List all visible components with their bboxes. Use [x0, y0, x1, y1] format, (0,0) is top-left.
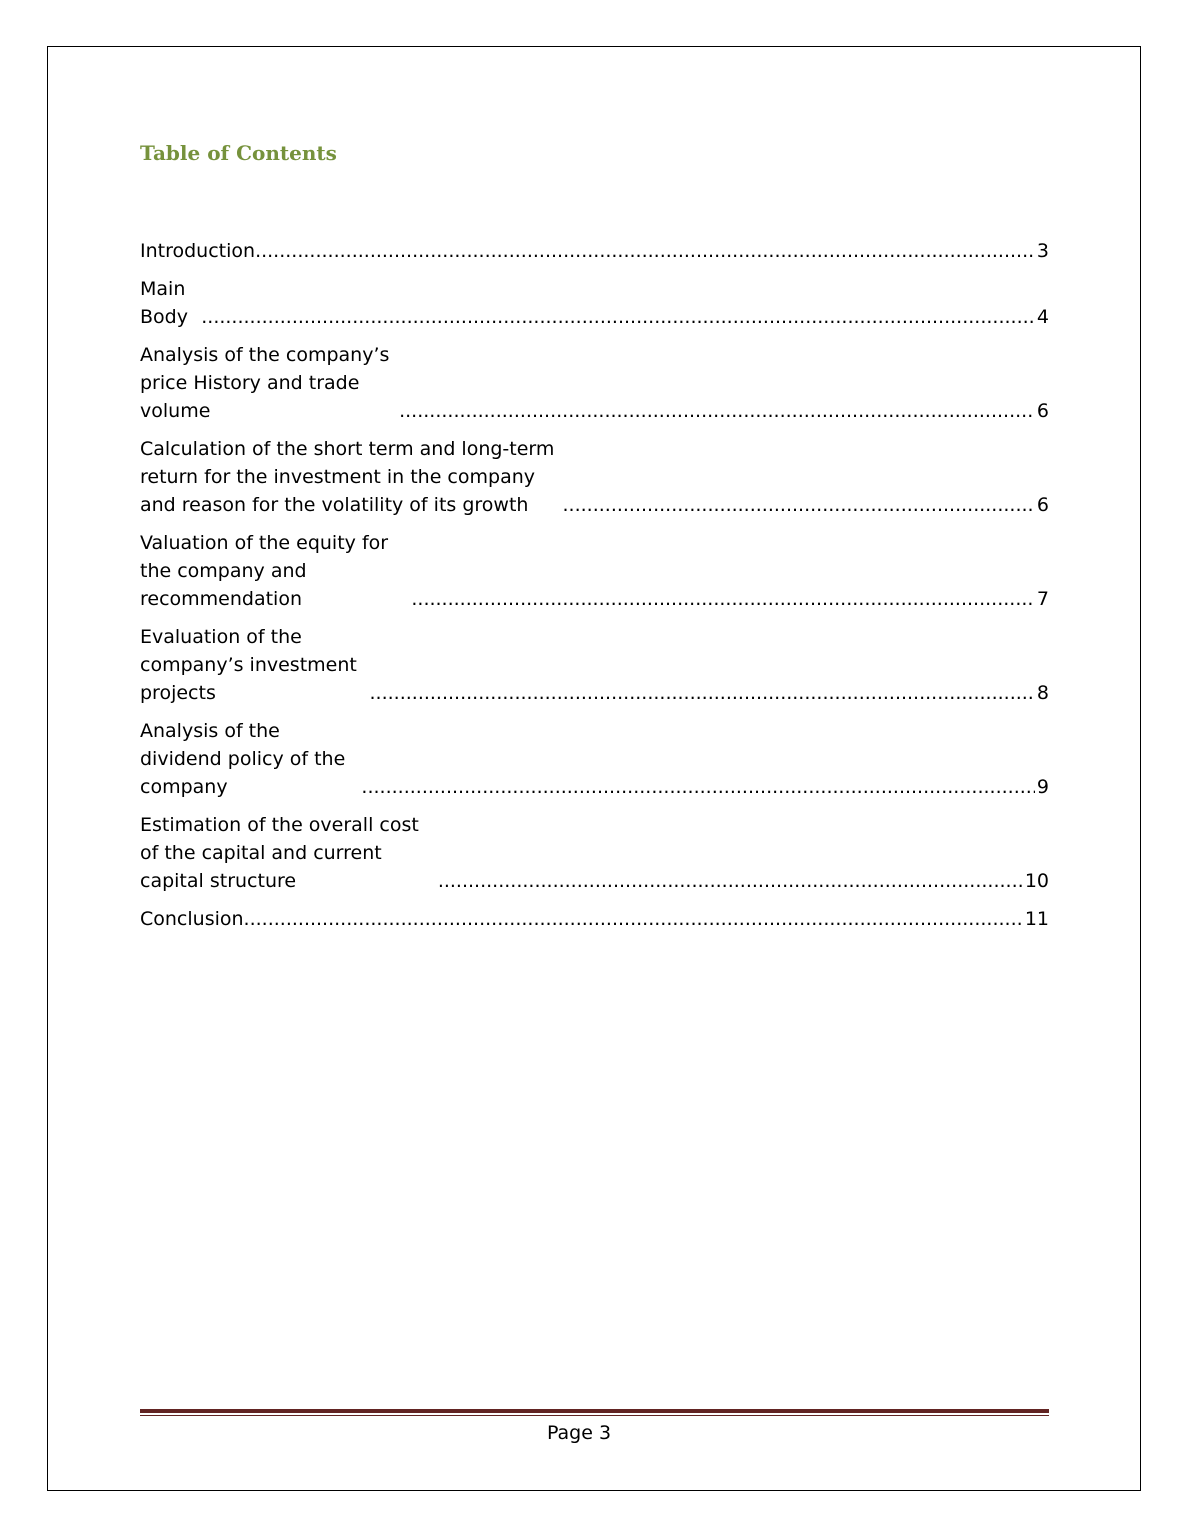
toc-list — [140, 237, 1049, 943]
toc-entry-page: 3 — [1036, 240, 1049, 262]
toc-entry-page: 7 — [1036, 588, 1049, 610]
toc-dot-leader — [411, 585, 1035, 613]
toc-entry-page: 6 — [1036, 400, 1049, 422]
toc-entry-page: 11 — [1024, 908, 1049, 930]
toc-entry-title: Analysis of the dividend policy of the company — [140, 720, 346, 798]
toc-dot-leader — [370, 679, 1035, 707]
toc-entry[interactable] — [140, 341, 1049, 425]
toc-entry-page: 9 — [1036, 776, 1049, 798]
toc-entry-title: Valuation of the equity for the company and recommendation — [140, 532, 389, 610]
toc-entry[interactable] — [140, 623, 1049, 707]
toc-dot-leader — [244, 905, 1023, 933]
toc-entry-page: 4 — [1036, 306, 1049, 328]
toc-dot-leader — [399, 397, 1035, 425]
toc-entry-title: Conclusion — [140, 908, 244, 930]
toc-dot-leader — [438, 867, 1023, 895]
toc-entry[interactable] — [140, 811, 1049, 895]
toc-entry[interactable] — [140, 717, 1049, 801]
toc-entry-title: Analysis of the company’s price History and trade volume — [140, 344, 390, 422]
toc-entry[interactable] — [140, 435, 1049, 519]
toc-entry[interactable] — [140, 275, 1049, 331]
toc-entry-title: Introduction — [140, 240, 256, 262]
toc-entry-title: Evaluation of the company’s investment projects — [140, 626, 357, 704]
toc-entry-title: Main Body — [140, 278, 188, 328]
toc-dot-leader — [201, 303, 1035, 331]
toc-entry[interactable] — [140, 237, 1049, 265]
toc-entry[interactable] — [140, 529, 1049, 613]
footer-rule — [140, 1409, 1049, 1416]
toc-entry-title: Estimation of the overall cost of the capital and current capital structure — [140, 814, 419, 892]
toc-dot-leader — [255, 237, 1035, 265]
footer-page-number: Page 3 — [546, 1422, 612, 1444]
footer-rule-thin — [140, 1415, 1049, 1416]
toc-dot-leader — [361, 773, 1034, 801]
toc-entry-page: 6 — [1036, 494, 1049, 516]
toc-entry[interactable] — [140, 905, 1049, 933]
toc-entry-page: 10 — [1024, 870, 1049, 892]
toc-entry-page: 8 — [1036, 682, 1049, 704]
footer-rule-thick — [140, 1409, 1049, 1413]
toc-heading: Table of Contents — [140, 141, 337, 165]
toc-entry-title: Calculation of the short term and long-term return for the investment in the company and reason for the volatility of its growth — [140, 438, 555, 516]
toc-dot-leader — [563, 491, 1035, 519]
